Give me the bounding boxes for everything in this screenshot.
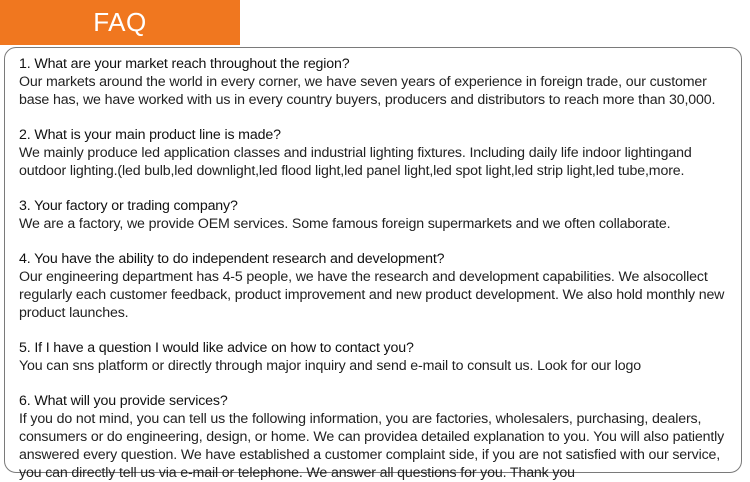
faq-header-tab bbox=[0, 0, 240, 45]
faq-item-1 bbox=[19, 55, 727, 109]
faq-question: 2. What is your main product line is made? bbox=[19, 127, 281, 143]
faq-question: 4. You have the ability to do independent research and development? bbox=[19, 251, 445, 267]
faq-item-6 bbox=[19, 392, 727, 482]
faq-item-2 bbox=[19, 126, 727, 180]
faq-answer: You can sns platform or directly through major inquiry and send e-mail to consult us. Look for our logo bbox=[19, 358, 642, 374]
faq-question: 3. Your factory or trading company? bbox=[19, 198, 238, 214]
faq-answer: We are a factory, we provide OEM services. Some famous foreign supermarkets and we often collaborate. bbox=[19, 216, 671, 232]
faq-question: 1. What are your market reach throughout the region? bbox=[19, 56, 350, 72]
page-title: FAQ bbox=[93, 7, 147, 37]
faq-question: 6. What will you provide services? bbox=[19, 393, 228, 409]
faq-answer: Our engineering department has 4-5 people, we have the research and development capabilities. We alsocollect regularly each customer feedback, product improvement and new product development. We also hold monthly new product launches. bbox=[19, 269, 725, 321]
faq-panel bbox=[4, 47, 742, 481]
faq-answer: Our markets around the world in every corner, we have seven years of experience in foreign trade, our customer base has, we have worked with us in every country buyers, producers and distributors to reach more than 30,000. bbox=[19, 74, 716, 108]
faq-question: 5. If I have a question I would like advice on how to contact you? bbox=[19, 340, 414, 356]
faq-item-5 bbox=[19, 339, 727, 375]
faq-item-3 bbox=[19, 197, 727, 233]
faq-answer: We mainly produce led application classes and industrial lighting fixtures. Including daily life indoor lightingand outdoor lighting.(led bulb,led downlight,led flood light,led panel light,led spot light,led strip light,led tube,more. bbox=[19, 145, 692, 179]
faq-answer: If you do not mind, you can tell us the following information, you are factories, wholesalers, purchasing, dealers, consumers or do engineering, design, or home. We can providea detailed explanation to you. You will also patiently answered every question. We have established a customer complaint side, if you are not satisfied with our service, you can directly tell us via e-mail or telephone. We answer all questions for you. Thank you bbox=[19, 411, 725, 481]
faq-item-4 bbox=[19, 250, 727, 322]
